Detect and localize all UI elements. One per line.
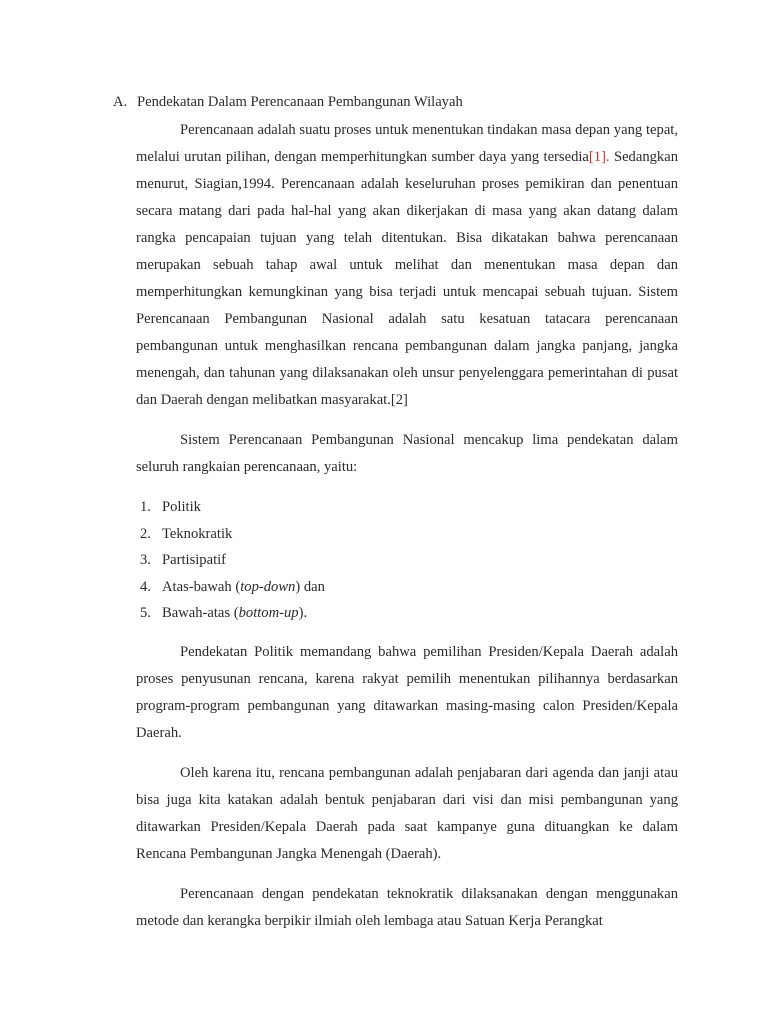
list-item — [136, 574, 678, 601]
paragraph-development-plan: Oleh karena itu, rencana pembangunan adalah penjabaran dari agenda dan janji atau bisa juga kita katakan adalah bentuk penjabaran dari visi dan misi pembangunan yang ditawarkan Presiden/Kepala Daerah pada saat kampanye guna dituangkan ke dalam Rencana Pembangunan Jangka Menengah (Daerah). — [136, 764, 678, 862]
document-body — [136, 117, 678, 935]
citation-link[interactable]: [1]. — [588, 149, 610, 165]
list-item-text-pre: Bawah-atas ( — [162, 605, 239, 621]
list-item-emphasis: top-down — [240, 578, 296, 595]
list-item — [136, 600, 678, 627]
list-number: 2. — [140, 525, 151, 542]
paragraph-technocratic-approach: Perencanaan dengan pendekatan teknokratik dilaksanakan dengan menggunakan metode dan kerangka berpikir ilmiah oleh lembaga atau Satuan Kerja Perangkat — [136, 885, 678, 929]
list-item-text-post: ) dan — [295, 578, 325, 595]
list-number: 4. — [140, 578, 151, 595]
list-item-text-post: ). — [298, 605, 308, 621]
list-item-text: Politik — [162, 499, 201, 515]
section-heading — [113, 92, 463, 112]
list-item — [136, 547, 678, 574]
list-number: 1. — [140, 499, 151, 515]
list-number: 3. — [140, 552, 151, 568]
list-item-text-pre: Atas-bawah ( — [162, 578, 241, 595]
paragraph-definition — [136, 117, 678, 414]
approaches-list — [136, 494, 678, 627]
list-item-text: Teknokratik — [162, 525, 233, 542]
section-letter: A. — [113, 94, 128, 110]
paragraph-text-continued: Sedangkan menurut, Siagian,1994. Perencanaan adalah keseluruhan proses pemikiran dan penentuan secara matang dari pada hal-hal yang akan dikerjakan di masa yang akan datang dalam rangka pencapaian tujuan yang telah ditentukan. Bisa dikatakan bahwa perencanaan merupakan sebuah tahap awal untuk melihat dan menentukan masa depan dan memperhitungkan kemungkinan yang bisa terjadi untuk mencapai sebuah tujuan. Sistem Perencanaan Pembangunan Nasional adalah satu kesatuan tatacara perencanaan pembangunan untuk menghasilkan rencana pembangunan dalam jangka panjang, jangka menengah, dan tahunan yang dilaksanakan oleh unsur penyelenggara pemerintahan di pusat dan Daerah dengan melibatkan masyarakat.[2] — [136, 149, 678, 408]
list-item — [136, 494, 678, 521]
section-title: Pendekatan Dalam Perencanaan Pembangunan Wilayah — [137, 94, 463, 110]
list-item-text: Partisipatif — [162, 552, 227, 568]
list-item — [136, 521, 678, 548]
paragraph-text: Perencanaan adalah suatu proses untuk menentukan tindakan masa depan yang tepat, melalui urutan pilihan, dengan memperhitungkan sumber daya yang tersedia — [136, 122, 678, 165]
paragraph-political-approach: Pendekatan Politik memandang bahwa pemilihan Presiden/Kepala Daerah adalah proses penyusunan rencana, karena rakyat pemilih menentukan pilihannya berdasarkan program-program pembangunan yang ditawarkan masing-masing calon Presiden/Kepala Daerah. — [136, 643, 678, 741]
list-item-emphasis: bottom-up — [238, 605, 299, 621]
list-number: 5. — [140, 605, 151, 621]
paragraph-approaches-intro: Sistem Perencanaan Pembangunan Nasional mencakup lima pendekatan dalam seluruh rangkaian perencanaan, yaitu: — [136, 432, 678, 475]
